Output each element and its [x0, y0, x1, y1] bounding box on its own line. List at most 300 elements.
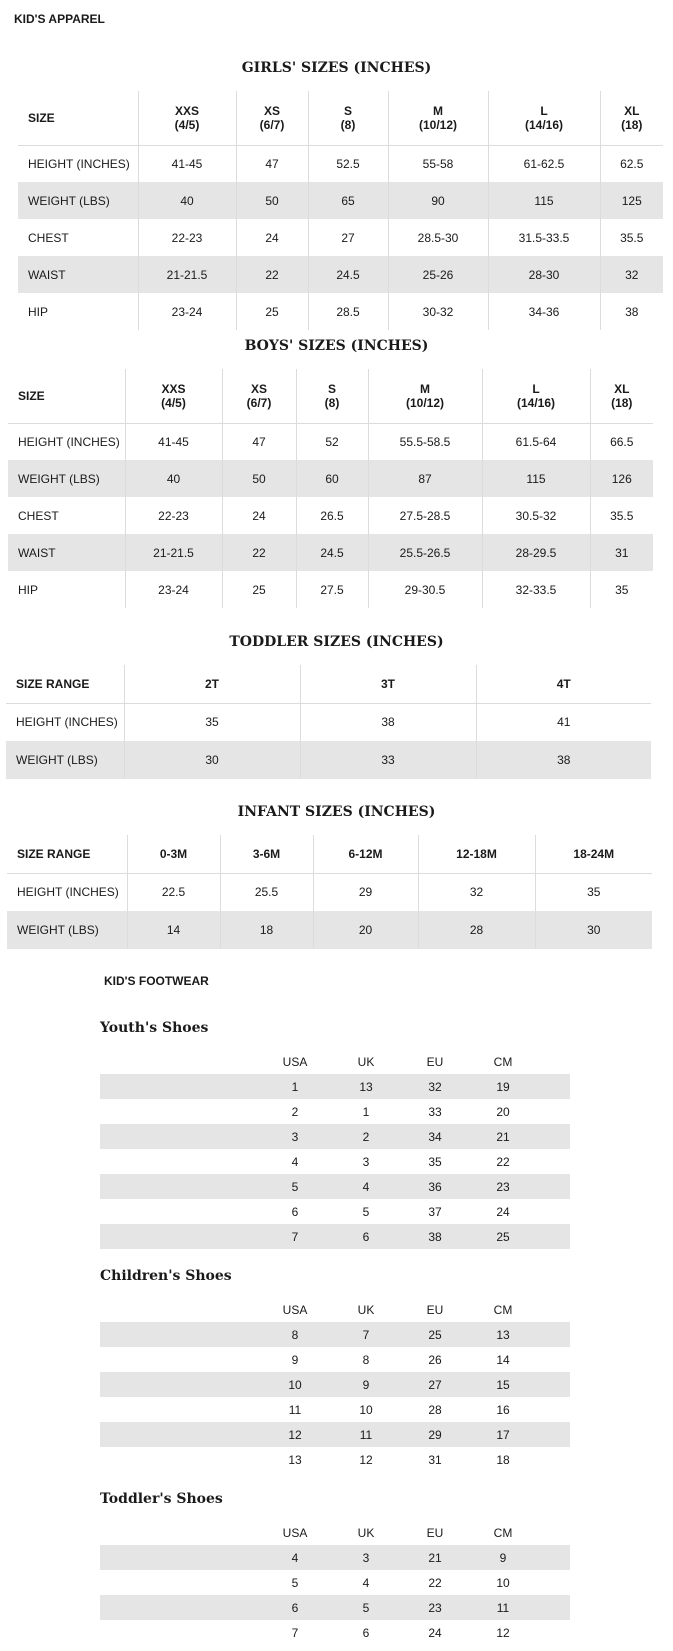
measurement-cell: 23-24: [125, 571, 222, 608]
measurement-cell: 38: [476, 741, 651, 779]
measurement-cell: 40: [125, 460, 222, 497]
measurement-cell: 30-32: [388, 293, 488, 330]
spacer-cell: [100, 1224, 260, 1249]
shoe-size-cell: 28: [428, 1402, 442, 1417]
table-row: [8, 534, 653, 571]
childrens-shoes-table: [100, 1297, 570, 1472]
shoe-size-cell: 4: [362, 1575, 370, 1590]
measurement-cell: 22: [222, 534, 296, 571]
shoe-size-cell: 23: [468, 1174, 538, 1199]
childrens-shoes-title: Children's Shoes: [100, 1268, 232, 1284]
measurement-cell: 90: [388, 182, 488, 219]
shoe-size-cell: 7: [260, 1224, 330, 1249]
girls-sizes-title: GIRLS' SIZES (INCHES): [241, 60, 432, 76]
size-code: XS: [263, 103, 280, 118]
size-column-header: 6-12M: [313, 835, 418, 873]
shoe-size-cell: 19: [468, 1074, 538, 1099]
row-label: WEIGHT (LBS): [7, 911, 127, 949]
shoe-column-header: CM: [493, 1054, 513, 1069]
measurement-cell: 62.5: [600, 145, 663, 182]
shoe-size-cell: 4: [260, 1545, 330, 1570]
table-row: [18, 293, 663, 330]
measurement-cell: 61-62.5: [488, 145, 600, 182]
shoe-size-cell: 11: [468, 1595, 538, 1620]
measurement-cell: 22: [236, 256, 308, 293]
youth-shoes-table: [100, 1049, 570, 1249]
size-range: (14/16): [524, 117, 564, 132]
shoe-size-cell: 4: [330, 1174, 402, 1199]
measurement-cell: 27.5-28.5: [368, 497, 482, 534]
shoe-size-cell: 12: [260, 1422, 330, 1447]
spacer-cell: [100, 1074, 260, 1099]
spacer-cell: [538, 1199, 570, 1224]
size-column-header: 2T: [124, 665, 300, 703]
table-row: [100, 1124, 570, 1149]
shoe-size-cell: 22: [428, 1575, 442, 1590]
header-row: [100, 1049, 570, 1074]
measurement-cell: 50: [222, 460, 296, 497]
measurement-cell: 25.5-26.5: [368, 534, 482, 571]
shoe-size-cell: 7: [330, 1322, 402, 1347]
shoe-size-cell: 8: [362, 1352, 370, 1367]
spacer-cell: [538, 1124, 570, 1149]
measurement-cell: 38: [600, 293, 663, 330]
spacer-cell: [100, 1595, 260, 1620]
measurement-cell: 22-23: [125, 497, 222, 534]
row-label: WEIGHT (LBS): [8, 460, 125, 497]
shoe-column-header: UK: [357, 1525, 375, 1540]
shoe-column-header: EU: [426, 1525, 444, 1540]
boys-size-table: [8, 369, 653, 608]
table-row: [8, 497, 653, 534]
size-column-header: [388, 91, 488, 145]
table-row: [8, 571, 653, 608]
measurement-cell: 47: [222, 423, 296, 460]
kids-footwear-heading: KID'S FOOTWEAR: [104, 974, 209, 988]
shoe-size-cell: 17: [468, 1422, 538, 1447]
size-range: (6/7): [246, 395, 272, 410]
table-row: [100, 1447, 570, 1472]
row-label: WAIST: [8, 534, 125, 571]
measurement-cell: 38: [300, 703, 476, 741]
spacer-cell: [100, 1545, 260, 1570]
shoe-size-cell: 3: [362, 1154, 370, 1169]
shoe-size-cell: 5: [260, 1174, 330, 1199]
size-code: XL: [614, 381, 630, 396]
spacer-cell: [100, 1347, 260, 1372]
measurement-cell: 24.5: [296, 534, 368, 571]
measurement-cell: 35.5: [600, 219, 663, 256]
measurement-cell: 115: [488, 182, 600, 219]
size-column-header: [308, 91, 388, 145]
shoe-column-header: UK: [357, 1054, 375, 1069]
boys-sizes-title: BOYS' SIZES (INCHES): [244, 338, 429, 354]
size-column-header: 3T: [300, 665, 476, 703]
shoe-size-cell: 21: [468, 1124, 538, 1149]
measurement-cell: 30.5-32: [482, 497, 590, 534]
shoe-size-cell: 23: [402, 1595, 468, 1620]
shoe-column-header: EU: [426, 1054, 444, 1069]
shoe-size-cell: 3: [330, 1545, 402, 1570]
size-range: (4/5): [174, 117, 200, 132]
table-row: [100, 1099, 570, 1124]
size-code: L: [540, 103, 548, 118]
size-code: XS: [250, 381, 267, 396]
row-label: WEIGHT (LBS): [6, 741, 124, 779]
toddler-shoes-title: Toddler's Shoes: [100, 1491, 223, 1507]
table-row: [6, 741, 651, 779]
shoe-column-header: UK: [357, 1302, 375, 1317]
table-row: [7, 911, 652, 949]
measurement-cell: 52.5: [308, 145, 388, 182]
shoe-size-cell: 33: [428, 1104, 442, 1119]
measurement-cell: 25: [236, 293, 308, 330]
spacer-cell: [538, 1322, 570, 1347]
table-row: [100, 1595, 570, 1620]
shoe-size-cell: 11: [288, 1402, 302, 1417]
shoe-size-cell: 31: [428, 1452, 442, 1467]
measurement-cell: 24: [222, 497, 296, 534]
measurement-cell: 33: [300, 741, 476, 779]
measurement-cell: 32-33.5: [482, 571, 590, 608]
spacer-cell: [538, 1149, 570, 1174]
size-column-header: 18-24M: [535, 835, 652, 873]
table-row: [8, 460, 653, 497]
measurement-cell: 35.5: [590, 497, 653, 534]
shoe-size-cell: 11: [330, 1422, 402, 1447]
spacer-cell: [100, 1620, 260, 1645]
measurement-cell: 28-30: [488, 256, 600, 293]
spacer-cell: [100, 1174, 260, 1199]
shoe-size-cell: 37: [428, 1204, 442, 1219]
measurement-cell: 30: [124, 741, 300, 779]
table-row: [100, 1372, 570, 1397]
measurement-cell: 41: [476, 703, 651, 741]
shoe-size-cell: 2: [330, 1124, 402, 1149]
measurement-cell: 22-23: [138, 219, 236, 256]
spacer-cell: [538, 1397, 570, 1422]
table-row: [100, 1422, 570, 1447]
shoe-size-cell: 1: [362, 1104, 370, 1119]
header-row: [100, 1297, 570, 1322]
table-row: [7, 873, 652, 911]
measurement-cell: 14: [127, 911, 220, 949]
shoe-column-header: CM: [493, 1525, 513, 1540]
spacer-cell: [538, 1620, 570, 1645]
table-row: [100, 1570, 570, 1595]
spacer-cell: [100, 1397, 260, 1422]
measurement-cell: 35: [124, 703, 300, 741]
measurement-cell: 61.5-64: [482, 423, 590, 460]
spacer-cell: [538, 1570, 570, 1595]
spacer-cell: [100, 1099, 260, 1124]
measurement-cell: 24.5: [308, 256, 388, 293]
measurement-cell: 31: [590, 534, 653, 571]
table-row: [100, 1174, 570, 1199]
table-row: [100, 1347, 570, 1372]
shoe-size-cell: 5: [291, 1575, 299, 1590]
table-row: [100, 1224, 570, 1249]
measurement-cell: 126: [590, 460, 653, 497]
shoe-size-cell: 9: [291, 1352, 299, 1367]
spacer-cell: [538, 1372, 570, 1397]
spacer-cell: [538, 1347, 570, 1372]
measurement-cell: 55.5-58.5: [368, 423, 482, 460]
measurement-cell: 30: [535, 911, 652, 949]
measurement-cell: 50: [236, 182, 308, 219]
shoe-size-cell: 6: [260, 1595, 330, 1620]
spacer-cell: [100, 1422, 260, 1447]
shoe-size-cell: 13: [468, 1322, 538, 1347]
size-column-header: [236, 91, 308, 145]
shoe-size-cell: 22: [496, 1154, 510, 1169]
measurement-cell: 26.5: [296, 497, 368, 534]
header-row: [18, 91, 663, 145]
row-label: HEIGHT (INCHES): [28, 156, 130, 171]
measurement-cell: 55-58: [388, 145, 488, 182]
shoe-size-cell: 34: [402, 1124, 468, 1149]
toddler-sizes-title: TODDLER SIZES (INCHES): [229, 634, 444, 650]
table-row: [18, 256, 663, 293]
measurement-cell: 65: [308, 182, 388, 219]
size-column-header: [590, 369, 653, 423]
row-label: HEIGHT (INCHES): [17, 885, 119, 900]
shoe-size-cell: 25: [402, 1322, 468, 1347]
size-range: (6/7): [259, 117, 285, 132]
measurement-cell: 28.5-30: [388, 219, 488, 256]
size-range: (18): [611, 395, 633, 410]
size-code: XXS: [161, 381, 186, 396]
size-range: (10/12): [418, 117, 458, 132]
shoe-size-cell: 1: [260, 1074, 330, 1099]
shoe-column-header: CM: [493, 1302, 513, 1317]
size-column-header: [222, 369, 296, 423]
infant-size-table: [7, 835, 652, 949]
shoe-size-cell: 21: [402, 1545, 468, 1570]
table-row: [8, 423, 653, 460]
header-label: SIZE RANGE: [7, 835, 127, 873]
row-label: HEIGHT (INCHES): [18, 434, 120, 449]
size-column-header: [125, 369, 222, 423]
measurement-cell: 20: [313, 911, 418, 949]
shoe-size-cell: 10: [359, 1402, 373, 1417]
shoe-size-cell: 24: [496, 1204, 510, 1219]
shoe-size-cell: 4: [291, 1154, 299, 1169]
size-column-header: [368, 369, 482, 423]
shoe-size-cell: 10: [260, 1372, 330, 1397]
shoe-column-header: EU: [426, 1302, 444, 1317]
shoe-size-cell: 6: [330, 1224, 402, 1249]
shoe-size-cell: 26: [428, 1352, 442, 1367]
header-label: SIZE RANGE: [6, 665, 124, 703]
header-row: [100, 1520, 570, 1545]
spacer-cell: [538, 1099, 570, 1124]
shoe-size-cell: 25: [468, 1224, 538, 1249]
shoe-size-cell: 35: [428, 1154, 442, 1169]
size-column-header: 3-6M: [220, 835, 313, 873]
shoe-size-cell: 27: [402, 1372, 468, 1397]
size-column-header: [138, 91, 236, 145]
size-range: (8): [324, 395, 340, 410]
shoe-size-cell: 8: [260, 1322, 330, 1347]
shoe-size-cell: 3: [260, 1124, 330, 1149]
measurement-cell: 28.5: [308, 293, 388, 330]
spacer-cell: [100, 1322, 260, 1347]
spacer-cell: [538, 1545, 570, 1570]
measurement-cell: 31.5-33.5: [488, 219, 600, 256]
shoe-size-cell: 36: [402, 1174, 468, 1199]
header-row: [8, 369, 653, 423]
size-code: M: [420, 381, 430, 396]
shoe-size-cell: 38: [402, 1224, 468, 1249]
measurement-cell: 125: [600, 182, 663, 219]
spacer-cell: [100, 1570, 260, 1595]
spacer-cell: [100, 1149, 260, 1174]
size-range: (10/12): [405, 395, 445, 410]
measurement-cell: 22.5: [127, 873, 220, 911]
size-range: (4/5): [161, 395, 186, 410]
youth-shoes-title: Youth's Shoes: [100, 1020, 209, 1036]
shoe-size-cell: 12: [359, 1452, 373, 1467]
measurement-cell: 35: [535, 873, 652, 911]
shoe-size-cell: 5: [330, 1595, 402, 1620]
spacer-cell: [538, 1422, 570, 1447]
measurement-cell: 41-45: [125, 423, 222, 460]
header-label: SIZE: [8, 369, 125, 423]
shoe-size-cell: 29: [402, 1422, 468, 1447]
measurement-cell: 25: [222, 571, 296, 608]
measurement-cell: 29: [313, 873, 418, 911]
shoe-size-cell: 20: [496, 1104, 510, 1119]
size-column-header: 12-18M: [418, 835, 535, 873]
toddler-shoes-table: [100, 1520, 570, 1645]
row-label: WEIGHT (LBS): [18, 182, 138, 219]
measurement-cell: 18: [220, 911, 313, 949]
size-column-header: [488, 91, 600, 145]
measurement-cell: 60: [296, 460, 368, 497]
table-row: [18, 182, 663, 219]
measurement-cell: 52: [296, 423, 368, 460]
measurement-cell: 27.5: [296, 571, 368, 608]
size-column-header: [600, 91, 663, 145]
spacer-cell: [538, 1595, 570, 1620]
infant-sizes-title: INFANT SIZES (INCHES): [237, 804, 436, 820]
measurement-cell: 35: [590, 571, 653, 608]
size-column-header: 0-3M: [127, 835, 220, 873]
spacer-cell: [100, 1520, 260, 1545]
spacer-cell: [538, 1520, 570, 1545]
shoe-size-cell: 7: [291, 1625, 299, 1640]
measurement-cell: 27: [308, 219, 388, 256]
size-column-header: [296, 369, 368, 423]
row-label: HEIGHT (INCHES): [16, 715, 118, 730]
row-label: WAIST: [18, 256, 138, 293]
girls-size-table: [18, 91, 663, 330]
measurement-cell: 24: [236, 219, 308, 256]
spacer-cell: [538, 1049, 570, 1074]
size-code: L: [532, 381, 540, 396]
size-code: S: [343, 103, 352, 118]
size-column-header: 4T: [476, 665, 651, 703]
shoe-size-cell: 6: [291, 1204, 299, 1219]
measurement-cell: 66.5: [590, 423, 653, 460]
shoe-size-cell: 18: [496, 1452, 510, 1467]
header-row: [6, 665, 651, 703]
size-code: M: [433, 103, 443, 118]
size-column-header: [482, 369, 590, 423]
header-label: SIZE: [18, 91, 138, 145]
shoe-size-cell: 2: [291, 1104, 299, 1119]
shoe-column-header: USA: [282, 1302, 308, 1317]
spacer-cell: [100, 1124, 260, 1149]
measurement-cell: 115: [482, 460, 590, 497]
table-row: [100, 1322, 570, 1347]
spacer-cell: [100, 1199, 260, 1224]
size-range: (14/16): [516, 395, 556, 410]
spacer-cell: [100, 1372, 260, 1397]
spacer-cell: [538, 1447, 570, 1472]
table-row: [100, 1199, 570, 1224]
measurement-cell: 87: [368, 460, 482, 497]
row-label: CHEST: [18, 508, 59, 523]
size-range: (18): [621, 117, 643, 132]
spacer-cell: [538, 1297, 570, 1322]
size-range: (8): [340, 117, 356, 132]
table-row: [100, 1545, 570, 1570]
shoe-size-cell: 9: [330, 1372, 402, 1397]
spacer-cell: [100, 1447, 260, 1472]
toddler-size-table: [6, 665, 651, 779]
measurement-cell: 21-21.5: [138, 256, 236, 293]
size-code: XXS: [174, 103, 199, 118]
measurement-cell: 21-21.5: [125, 534, 222, 571]
measurement-cell: 28: [418, 911, 535, 949]
table-row: [100, 1074, 570, 1099]
header-row: [7, 835, 652, 873]
table-row: [100, 1397, 570, 1422]
shoe-column-header: USA: [282, 1525, 308, 1540]
kids-apparel-heading: KID'S APPAREL: [14, 12, 105, 26]
shoe-size-cell: 13: [330, 1074, 402, 1099]
shoe-size-cell: 13: [288, 1452, 302, 1467]
spacer-cell: [538, 1224, 570, 1249]
table-row: [100, 1620, 570, 1645]
measurement-cell: 25-26: [388, 256, 488, 293]
table-row: [100, 1149, 570, 1174]
measurement-cell: 41-45: [138, 145, 236, 182]
shoe-size-cell: 14: [496, 1352, 510, 1367]
table-row: [18, 145, 663, 182]
spacer-cell: [538, 1074, 570, 1099]
size-code: XL: [624, 103, 640, 118]
table-row: [6, 703, 651, 741]
shoe-size-cell: 9: [468, 1545, 538, 1570]
shoe-size-cell: 16: [496, 1402, 510, 1417]
measurement-cell: 47: [236, 145, 308, 182]
shoe-size-cell: 24: [428, 1625, 442, 1640]
measurement-cell: 32: [600, 256, 663, 293]
measurement-cell: 34-36: [488, 293, 600, 330]
measurement-cell: 29-30.5: [368, 571, 482, 608]
shoe-size-cell: 32: [402, 1074, 468, 1099]
size-code: S: [327, 381, 336, 396]
measurement-cell: 32: [418, 873, 535, 911]
shoe-size-cell: 10: [496, 1575, 510, 1590]
measurement-cell: 40: [138, 182, 236, 219]
shoe-size-cell: 5: [362, 1204, 370, 1219]
shoe-size-cell: 12: [496, 1625, 510, 1640]
spacer-cell: [100, 1049, 260, 1074]
